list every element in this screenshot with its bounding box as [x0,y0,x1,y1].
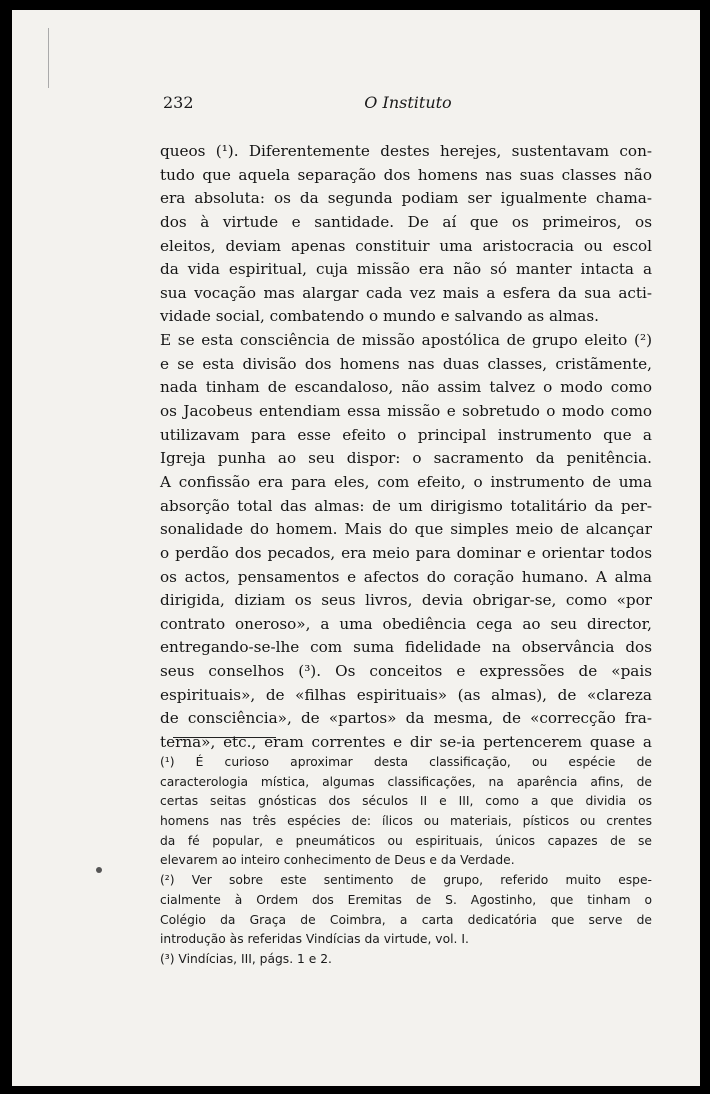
footnote-line: homens nas três espécies de: ílicos ou materiais, písticos ou crentes [160,814,652,829]
footnote-line: (³) Vindícias, III, págs. 1 e 2. [160,951,332,966]
body-line: Igreja punha ao seu dispor: o sacramento da penitência. [160,449,652,468]
body-line: tudo que aquela separação dos homens nas suas classes não [160,165,652,184]
body-line: da vida espiritual, cuja missão era não só manter intacta a [160,260,652,279]
body-line: os actos, pensamentos e afectos do coração humano. A alma [160,567,652,586]
footnote-line: (¹) É curioso aproximar desta classificação, ou espécie de [160,755,652,769]
footnote-line: Colégio da Graça de Coimbra, a carta dedicatória que serve de [160,912,652,927]
body-line: sonalidade do homem. Mais do que simples meio de alcançar [160,520,652,539]
footnotes [160,753,652,970]
body-line: de consciência», de «partos» da mesma, de «correcção fra- [160,709,652,728]
body-line: sua vocação mas alargar cada vez mais a esfera da sua acti- [160,283,652,302]
body-line: espirituais», de «filhas espirituais» (as almas), de «clareza [160,685,652,704]
page-number: 232 [163,93,194,112]
page-edge-mark [48,28,49,88]
body-line: o perdão dos pecados, era meio para dominar e orientar todos [160,543,652,562]
footnote-line: da fé popular, e pneumáticos ou espirituais, únicos capazes de se [160,833,652,848]
body-line: E se esta consciência de missão apostólica de grupo eleito (²) [160,331,652,350]
footnote-rule [173,737,276,738]
body-text [160,140,652,755]
footnote-line: cialmente à Ordem dos Eremitas de S. Agostinho, que tinham o [160,892,652,907]
margin-dot [96,867,102,873]
body-line: vidade social, combatendo o mundo e salvando as almas. [160,307,599,326]
running-title: O Instituto [364,93,452,112]
body-line: absorção total das almas: de um dirigismo totalitário da per- [160,496,652,515]
body-line: utilizavam para esse efeito o principal instrumento que a [160,425,652,444]
footnote-line: introdução às referidas Vindícias da virtude, vol. I. [160,932,469,947]
running-header [163,93,653,117]
body-line: queos (¹). Diferentemente destes herejes, sustentavam con- [160,142,652,160]
footnote-line: (²) Ver sobre este sentimento de grupo, referido muito espe- [160,873,652,888]
footnote-line: elevarem ao inteiro conhecimento de Deus e da Verdade. [160,853,515,868]
body-line: e se esta divisão dos homens nas duas classes, cristãmente, [160,354,652,373]
body-line: seus conselhos (³). Os conceitos e expressões de «pais [160,662,652,681]
body-line: os Jacobeus entendiam essa missão e sobretudo o modo como [160,402,652,421]
body-line: A confissão era para eles, com efeito, o instrumento de uma [160,472,652,491]
body-line: dos à virtude e santidade. De aí que os primeiros, os [160,212,652,231]
body-line: terna», etc., eram correntes e dir se-ia pertencerem quase a [160,733,652,752]
body-line: entregando-se-lhe com suma fidelidade na observância dos [160,638,652,657]
body-line: contrato oneroso», a uma obediência cega ao seu director, [160,614,652,633]
footnote-line: caracterologia mística, algumas classificações, na aparência afins, de [160,774,652,789]
body-line: era absoluta: os da segunda podiam ser igualmente chama- [160,189,652,208]
body-line: eleitos, deviam apenas constituir uma aristocracia ou escol [160,236,652,255]
body-line: dirigida, diziam os seus livros, devia obrigar-se, como «por [160,591,652,610]
body-line: nada tinham de escandaloso, não assim talvez o modo como [160,378,652,397]
footnote-line: certas seitas gnósticas dos séculos II e III, como a que dividia os [160,794,652,809]
